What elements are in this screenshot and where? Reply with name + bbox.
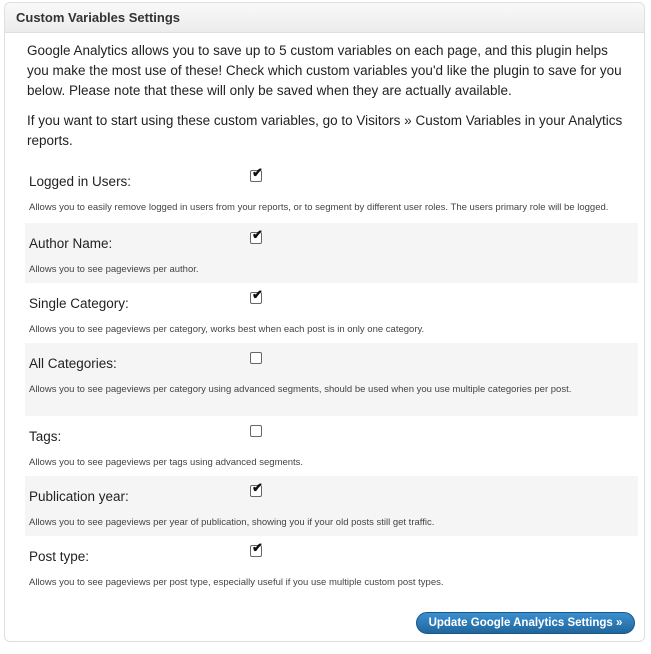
setting-label: Publication year: <box>29 489 129 504</box>
setting-label: Tags: <box>29 429 62 444</box>
update-settings-button[interactable]: Update Google Analytics Settings » <box>416 612 635 634</box>
setting-description: Allows you to see pageviews per category using advanced segments, should be used when you use multiple categories per post. <box>29 384 572 395</box>
checkmark-icon: ✔ <box>252 287 263 302</box>
setting-checkbox-author-name[interactable] <box>250 227 263 244</box>
setting-description: Allows you to see pageviews per author. <box>29 264 199 275</box>
checkmark-icon: ✔ <box>252 480 263 495</box>
setting-label: Logged in Users: <box>29 174 132 189</box>
setting-checkbox-tags[interactable] <box>250 425 262 437</box>
setting-checkbox-logged-in-users[interactable] <box>250 165 263 182</box>
setting-checkbox-single-category[interactable] <box>250 287 263 304</box>
setting-label: All Categories: <box>29 356 117 371</box>
setting-row-post-type <box>25 536 638 598</box>
setting-row-publication-year <box>25 476 638 536</box>
setting-row-all-categories <box>25 343 638 416</box>
setting-description: Allows you to easily remove logged in users from your reports, or to segment by different user roles. The users primary role will be logged. <box>29 202 609 213</box>
setting-label: Post type: <box>29 549 90 564</box>
setting-checkbox-post-type[interactable] <box>250 540 263 557</box>
panel-title: Custom Variables Settings <box>5 3 644 33</box>
custom-variables-panel <box>4 2 645 642</box>
checkmark-icon: ✔ <box>252 165 263 180</box>
setting-row-single-category <box>25 283 638 343</box>
setting-description: Allows you to see pageviews per post type, especially useful if you use multiple custom post types. <box>29 577 444 588</box>
setting-label: Single Category: <box>29 296 129 311</box>
checkmark-icon: ✔ <box>252 227 263 242</box>
intro-paragraph-1: Google Analytics allows you to save up to 5 custom variables on each page, and this plugin helps you make the most use of these! Check which custom variables you'd like the plugin to save for you below. Please note that these will only be saved when they are actually available. <box>27 43 622 98</box>
setting-description: Allows you to see pageviews per year of publication, showing you if your old posts still get traffic. <box>29 517 435 528</box>
setting-checkbox-all-categories[interactable] <box>250 352 262 364</box>
setting-description: Allows you to see pageviews per tags using advanced segments. <box>29 457 304 468</box>
checkmark-icon: ✔ <box>252 540 263 555</box>
setting-label: Author Name: <box>29 236 113 251</box>
intro-paragraph-2: If you want to start using these custom variables, go to Visitors » Custom Variables in your Analytics reports. <box>27 113 623 148</box>
panel-content <box>5 33 644 598</box>
setting-description: Allows you to see pageviews per category, works best when each post is in only one category. <box>29 324 425 335</box>
setting-row-tags <box>25 416 638 476</box>
setting-checkbox-publication-year[interactable] <box>250 480 263 497</box>
setting-row-logged-in-users <box>25 161 638 223</box>
setting-row-author-name <box>25 223 638 283</box>
